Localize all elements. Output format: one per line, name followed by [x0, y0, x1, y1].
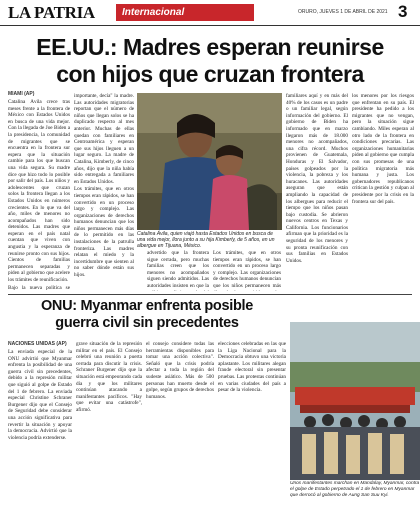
article2-column-2 — [76, 341, 142, 511]
article1-column-5 — [352, 93, 414, 291]
masthead: LA PATRIA — [8, 3, 95, 22]
page-number: 3 — [398, 2, 408, 21]
headline-primary — [0, 34, 420, 88]
article1-column-3 — [147, 250, 209, 291]
headline-primary-line2: con hijos que cruzan frontera — [56, 61, 364, 87]
article2-col3-text: el consejo considere todas las herramientas disponibles para tomar una acción colectiva". Señaló que la crisis podría afectar a toda la región del sudeste asiático. Más de 500 personas han muerto desde el golpe, según grupos de derechos humanos. — [146, 341, 214, 400]
article1-col4-text: familiares aquí y en más del 40% de los casos es un padre o un familiar legal, según información del gobierno. El gobierno de Biden ha informado que en marzo llegaron más de 18.000 menores no acompañados, una cifra récord. Muchos provienen de Guatemala, Honduras y El Salvador, países golpeados por la violencia, la pobreza y los huracanes. Las autoridades aseguran que están ampliando la capacidad de los albergues para reducir el tiempo que los niños pasan bajo custodia. Se abrieron nuevos centros en Texas y California. Los funcionarios afirman que la prioridad es la seguridad de los menores y su pronta reunificación con sus familias en Estados Unidos. — [286, 93, 348, 264]
dateline: ORURO, JUEVES 1 DE ABRIL DE 2021 — [298, 9, 388, 15]
article2-col1-text: La enviada especial de la ONU advirtió que Myanmar enfrenta la posibilidad de una guerra civil sin precedentes, debido a la represión militar que siguió al golpe de Estado del 1 de febrero. La enviada especial Christine Schraner Burgener dijo que el Consejo de Seguridad debe considerar una acción significativa para revertir la situación y apoyar la democracia. Advirtió que la violencia podría extenderse. — [8, 349, 72, 441]
article2-col2-text: grave situación de la represión militar en el país. El Consejo celebró una reunión a puerta cerrada para discutir la crisis. Schraner Burgener dijo que la situación está empeorando cada día y que los militares continúan atacando a manifestantes pacíficos. "Hay que evitar una catástrofe", afirmó. — [76, 341, 142, 413]
headline-primary-line1: EE.UU.: Madres esperan reunirse — [36, 34, 384, 60]
article1-col2-rest: Los trámites, que en otros tiempos eran rápidos, se han convertido en un proceso largo y complejo. Las organizaciones de derechos humanos denuncian que los niños permanecen más días de lo permitido en las instalaciones de la patrulla fronteriza. Las madres relatan el miedo y la incertidumbre que sienten al no saber dónde están sus hijos. — [74, 186, 134, 279]
article2-column-1 — [8, 349, 72, 511]
page-header — [0, 0, 420, 26]
article1-col3-text: advertido que la frontera sigue cerrada, pero muchas familias creen que los menores no acompañados siguen siendo admitidos. Las autoridades insisten en que la — [147, 250, 209, 289]
photo-mother-daughter — [137, 93, 282, 230]
section-tag: Internacional — [116, 4, 254, 21]
article1-col3b-text: Los trámites, que en otros tiempos eran rápidos, se han convertido en un proceso largo y complejo. Las organizaciones de derechos humanos denuncian que los niños permanecen más — [213, 250, 281, 289]
article1-col2-text: importante, decía" la madre. Las autoridades migratorias reportan que el número de niños que llegan solos se ha duplicado respecto al mes anterior. Muchas de ellas quedan con familiares en Centroamérica y esperan que sus hijos lleguen a un lugar seguro. La madre de Catalina, Kimberly, de cinco años, dijo que la niña había sido entregada a familiares en Estados Unidos. — [74, 93, 134, 185]
article2-col4-text: elecciones celebradas en las que la Liga Nacional para la Democracia obtuvo una victoria aplastante. Los militares alegan fraude electoral sin presentar pruebas. Las protestas continúan en varias ciudades del país a pesar de la violencia. — [218, 341, 286, 394]
photo-myanmar-protest-image — [290, 322, 420, 480]
photo-myanmar-protest — [290, 322, 420, 480]
photo-myanmar-caption: Unos manifestantes marchan en Mandalay, Myanmar, contra el golpe de Estado perpetrado el 1 de febrero en Myanmar que derrocó al gobierno de Aung San Suu Kyi. — [290, 481, 420, 498]
article2-column-3 — [146, 341, 214, 511]
headline-secondary-line2: guerra civil sin precedentes — [55, 315, 239, 331]
article2-byline: NACIONES UNIDAS (AP) — [8, 341, 67, 347]
article1-col1-text: Catalina Ávila crece tras meses frente a la frontera de México con Estados Unidos en busca de una vida mejor. Con la llegada de Joe Biden a la presidencia, la comunidad de migrantes que se encuentra en la frontera sur espera que la situación cambie para los que buscan una vida segura. Su madre dice que hizo todo lo posible por salir del país. Los niños y adolescentes que cruzan solos la frontera llegan a los Estados Unidos en números crecientes. En lo que va del año, miles de menores no acompañados han sido detenidos. Las madres que esperan en el país natal cuentan que viven con angustia y la esperanza de reunirse pronto con sus hijos. Cientos de familias permanecen separadas y piden al gobierno que acelere los trámites de reunificación. — [8, 99, 70, 284]
section-divider — [8, 294, 412, 295]
headline-secondary — [8, 298, 286, 332]
article2-column-4 — [218, 341, 286, 511]
article1-byline: MIAMI (AP) — [8, 91, 35, 97]
article1-column-3b — [213, 250, 281, 291]
article1-col1-rest: Bajo la nueva política se — [8, 284, 70, 291]
photo-mother-daughter-caption: Catalina Ávila, quien viajó hasta Estados Unidos en busca de una vida mejor, llora junto a su hija Kimberly, de 5 años, en un albergue en Tijuana, México. — [137, 231, 275, 250]
photo-mother-daughter-image — [137, 93, 282, 230]
headline-secondary-line1: ONU: Myanmar enfrenta posible — [40, 298, 254, 314]
article1-col5-text: los menores por los riesgos que enfrentan en su país. El presidente ha pedido a los migrantes que no vengan, pero la situación sigue cambiando. Miles esperan al otro lado de la frontera en condiciones precarias. Las organizaciones humanitarias piden al gobierno que cumpla con sus promesas de una política migratoria más humana y justa. Los gobernadores republicanos critican la gestión y culpan al presidente por la crisis en la frontera sur del país. — [352, 93, 414, 205]
article1-column-4 — [286, 93, 348, 291]
article1-column-1 — [8, 99, 70, 291]
article1-column-2 — [74, 93, 134, 291]
